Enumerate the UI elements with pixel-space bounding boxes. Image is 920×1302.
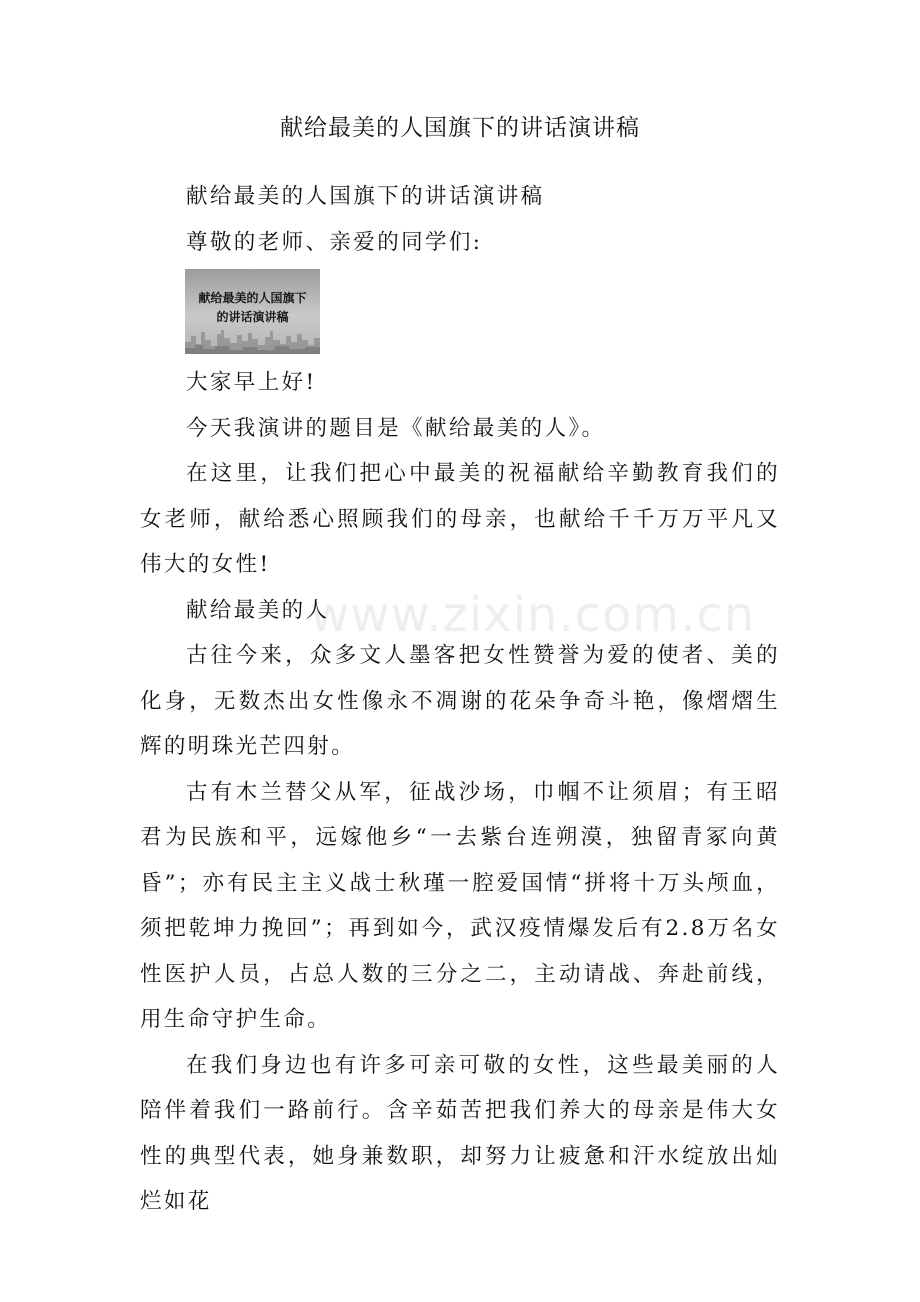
watermark: www.zixin.com.cn	[310, 587, 756, 643]
document-body	[140, 174, 780, 1225]
paragraph-salutation: 尊敬的老师、亲爱的同学们:	[186, 229, 483, 255]
title-image-line-1: 献给最美的人国旗下	[198, 291, 307, 305]
paragraph-subtitle: 献给最美的人国旗下的讲话演讲稿	[186, 184, 545, 209]
paragraph-greeting: 大家早上好!	[186, 370, 317, 395]
paragraph-body: 古往今来，众多文人墨客把女性赞誉为爱的使者、美的化身，无数杰出女性像永不凋谢的花朵争奇斗艳，像熠熠生辉的明珠光芒四射。	[140, 643, 780, 759]
title-image-text	[185, 289, 320, 327]
paragraph-dedication: 在这里，让我们把心中最美的祝福献给辛勤教育我们的女老师，献给悉心照顾我们的母亲，也献给千千万万平凡又伟大的女性!	[140, 461, 780, 577]
city-skyline-graphic	[185, 324, 320, 354]
paragraph-topic: 今天我演讲的题目是《献给最美的人》。	[186, 415, 606, 441]
title-image	[185, 269, 320, 354]
document-title: 献给最美的人国旗下的讲话演讲稿	[280, 115, 640, 141]
paragraph-body: 在我们身边也有许多可亲可敬的女性，这些最美丽的人陪伴着我们一路前行。含辛茹苦把我们养大的母亲是伟大女性的典型代表，她身兼数职，却努力让疲惫和汗水绽放出灿烂如花	[140, 1052, 780, 1214]
paragraph-body: 古有木兰替父从军，征战沙场，巾帼不让须眉；有王昭君为民族和平，远嫁他乡“一去紫台连朔漠，独留青冢向黄昏”；亦有民主主义战士秋瑾一腔爱国情“拼将十万头颅血，须把乾坤力挽回”；再到如今，武汉疫情爆发后有2.8万名女性医护人员，占总人数的三分之二，主动请战、奔赴前线，用生命守护生命。	[140, 779, 780, 1032]
paragraph-section-heading: 献给最美的人	[186, 597, 330, 623]
title-image-line-2: 的讲话演讲稿	[216, 310, 289, 324]
